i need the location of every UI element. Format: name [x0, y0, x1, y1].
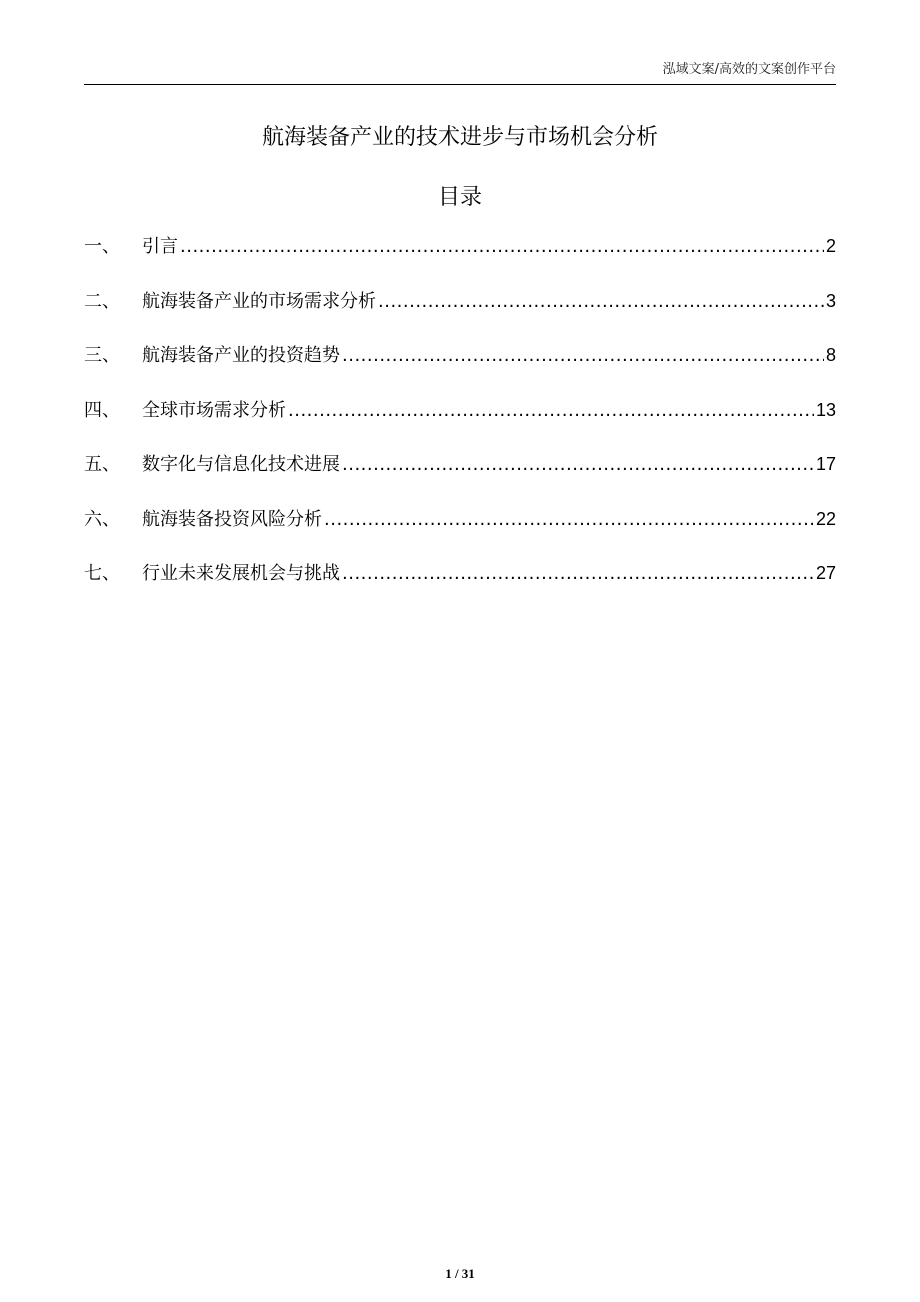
toc-entry-page: 3 — [825, 290, 836, 311]
toc-entry-7[interactable] — [84, 559, 836, 614]
toc-entry-page: 13 — [815, 399, 836, 420]
toc-dot-leader — [180, 236, 824, 257]
toc-entry-4[interactable] — [84, 396, 836, 451]
toc-entry-number: 一、 — [84, 236, 120, 257]
toc-entry-number: 七、 — [84, 563, 120, 584]
toc-entry-number: 五、 — [84, 454, 120, 475]
toc-entry-label[interactable]: 航海装备投资风险分析 — [142, 508, 322, 530]
toc-dot-leader — [378, 291, 824, 312]
toc-entry-6[interactable] — [84, 505, 836, 560]
toc-entry-5[interactable] — [84, 450, 836, 505]
toc-entry-number: 三、 — [84, 345, 120, 366]
toc-entry-label[interactable]: 航海装备产业的投资趋势 — [142, 345, 340, 366]
toc-entry-page: 2 — [825, 236, 836, 256]
header-divider — [84, 84, 836, 85]
toc-entry-label[interactable]: 行业未来发展机会与挑战 — [142, 563, 340, 584]
toc-entry-number: 二、 — [84, 290, 120, 312]
toc-entry-page: 22 — [815, 508, 836, 529]
toc-entry-page: 27 — [815, 563, 836, 583]
toc-dot-leader — [342, 345, 824, 366]
toc-entry-label[interactable]: 全球市场需求分析 — [142, 399, 286, 421]
toc-dot-leader — [288, 400, 814, 421]
toc-entry-1[interactable] — [84, 232, 836, 287]
toc-entry-2[interactable] — [84, 287, 836, 342]
toc-entry-page: 17 — [815, 454, 836, 474]
toc-entry-number: 六、 — [84, 508, 120, 530]
table-of-contents — [84, 232, 836, 614]
toc-entry-number: 四、 — [84, 399, 120, 421]
toc-entry-page: 8 — [825, 345, 836, 365]
header-text: 泓域文案/高效的文案创作平台 — [662, 62, 836, 77]
document-title: 航海装备产业的技术进步与市场机会分析 — [261, 125, 658, 150]
toc-dot-leader — [324, 509, 814, 530]
toc-heading: 目录 — [437, 185, 482, 210]
toc-dot-leader — [342, 563, 814, 584]
toc-entry-3[interactable] — [84, 341, 836, 396]
toc-entry-label[interactable]: 数字化与信息化技术进展 — [142, 454, 340, 475]
toc-dot-leader — [342, 454, 814, 475]
toc-entry-label[interactable]: 航海装备产业的市场需求分析 — [142, 290, 376, 312]
page-indicator: 1 / 31 — [445, 1266, 475, 1281]
toc-entry-label[interactable]: 引言 — [142, 236, 178, 257]
